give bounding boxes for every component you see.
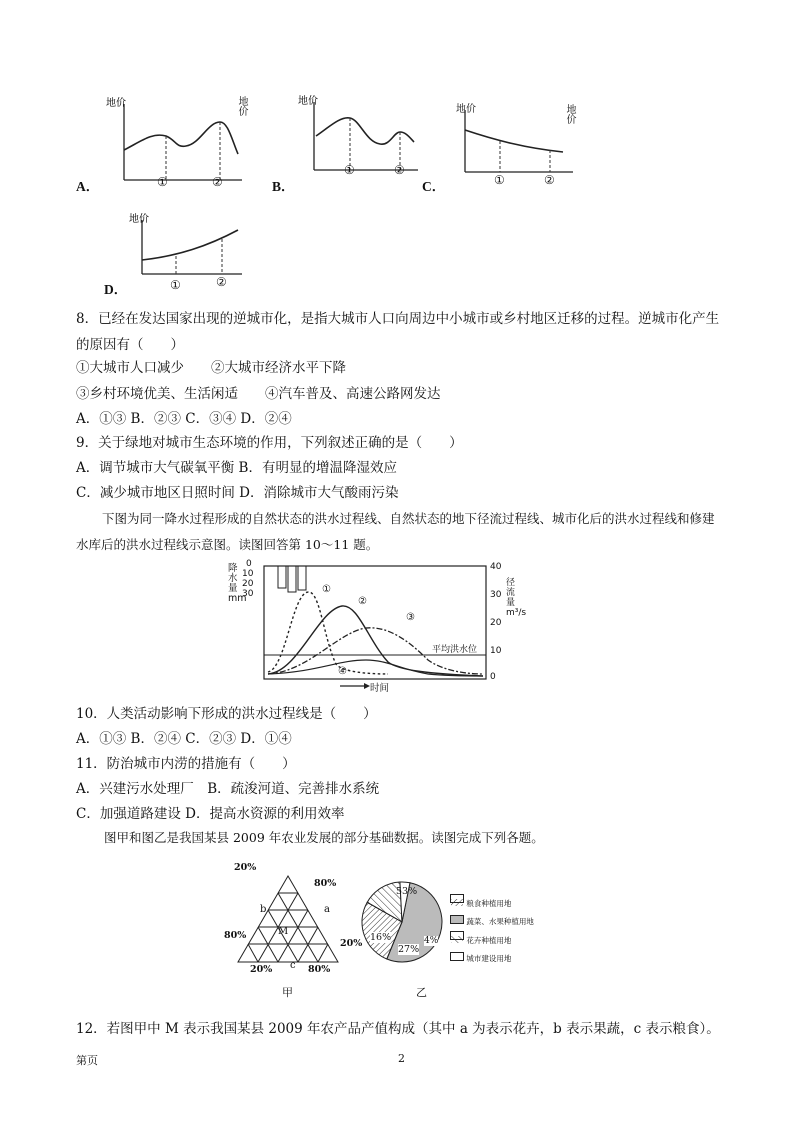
y-axis-label: 地价 [456, 104, 476, 115]
left-axis-title: 降水量mm [228, 563, 247, 604]
q8-options: A．①③ B．②③ C．③④ D．②④ [76, 411, 292, 427]
left-tick-30: 30 [242, 589, 254, 599]
q9-stem: 9．关于绿地对城市生态环境的作用，下列叙述正确的是（ ） [76, 435, 463, 451]
q11-options-row1: A．兴建污水处理厂 B．疏浚河道、完善排水系统 [76, 781, 380, 797]
option-d-label: D． [104, 282, 128, 297]
pie-value-27: 27% [398, 944, 420, 955]
flood-intro: 下图为同一降水过程形成的自然状态的洪水过程线、自然状态的地下径流过程线、城市化后的洪水过程线和修建水库后的洪水过程线示意图。读图回答第 10～11 题。 [76, 511, 715, 552]
land-price-chart-d [128, 212, 248, 288]
y-axis-label: 地价 [298, 96, 318, 107]
top-left-pct: 20% [234, 862, 257, 873]
option-a-label: A． [76, 179, 100, 194]
mark-1: ① [170, 278, 181, 292]
legend-swatch [450, 894, 464, 903]
mark-2: ② [394, 163, 405, 177]
q11-stem: 11．防治城市内涝的措施有（ ） [76, 756, 296, 772]
curve-label-4: ④ [338, 666, 347, 677]
flood-chart [228, 559, 527, 695]
legend-swatch [450, 915, 464, 924]
q10-options: A．①③ B．②④ C．②③ D．①④ [76, 731, 292, 747]
right-pct: 20% [340, 938, 363, 949]
q9-options-row1: A．调节城市大气碳氧平衡 B．有明显的增温降湿效应 [76, 460, 397, 476]
right-tick-0: 0 [490, 672, 496, 682]
legend-label-flower: 花卉种植用地 [466, 936, 512, 945]
legend-label-veg: 蔬菜、水果种植用地 [466, 917, 534, 926]
mark-1: ① [494, 173, 505, 187]
left-tick-20: 20 [242, 579, 254, 589]
curve-label-2: ② [358, 596, 367, 607]
legend-item [450, 894, 535, 913]
left-pct: 80% [224, 930, 247, 941]
left-tick-0: 0 [246, 559, 252, 569]
right-axis-title: 径流量m³/s [506, 578, 527, 618]
legend-item [450, 950, 535, 968]
mark-2: ② [216, 275, 227, 289]
q8-items-row2: ③乡村环境优美、生活闲适 ④汽车普及、高速公路网发达 [76, 386, 441, 402]
pie-value-4: 4% [424, 936, 439, 946]
page-number: 2 [398, 1052, 405, 1065]
avg-flood-label: 平均洪水位 [432, 645, 478, 655]
axis-b-label: b [260, 904, 267, 915]
footer-left: 第页 [76, 1054, 98, 1067]
right-tick-20: 20 [490, 618, 502, 628]
point-m-label: M [278, 926, 289, 937]
y-axis-label: 地价 [129, 214, 149, 225]
axis-c-label: c [290, 960, 296, 971]
right-tick-10: 10 [490, 646, 502, 656]
option-c-label: C． [422, 179, 446, 194]
pie-chart [360, 866, 540, 999]
legend-swatch [450, 931, 464, 940]
mark-2: ② [544, 173, 555, 187]
q8-stem: 8．已经在发达国家出现的逆城市化，是指大城市人口向周边中小城市或乡村地区迁移的过程。逆城市化产生的原因有（ ） [76, 311, 720, 353]
triangle-chart [224, 862, 363, 999]
legend-item [450, 931, 535, 950]
right-tick-30: 30 [490, 590, 502, 600]
right-label: 地价 [236, 96, 247, 116]
curve-label-1: ① [322, 584, 331, 595]
agri-intro: 图甲和图乙是我国某县 2009 年农业发展的部分基础数据。读图完成下列各题。 [104, 830, 544, 845]
mark-1: ① [157, 175, 168, 189]
legend-label-grain: 粮食种植用地 [466, 899, 512, 908]
bottom-left-pct: 20% [250, 964, 273, 975]
chart-caption-jia: 甲 [282, 986, 293, 999]
chart-caption-yi: 乙 [416, 986, 427, 999]
time-label: 时间 [370, 683, 390, 694]
option-b-label: B． [272, 179, 295, 194]
pie-legend [450, 894, 535, 968]
mark-2: ② [212, 175, 223, 189]
axis-a-label: a [324, 904, 330, 915]
legend-item [450, 913, 535, 931]
legend-swatch [450, 952, 464, 961]
land-price-chart-b [296, 92, 426, 192]
q12-stem: 12．若图甲中 M 表示我国某县 2009 年农产品产值构成（其中 a 为表示花卉，b 表示果蔬，c 表示粮食）。 [76, 1021, 720, 1037]
y-axis-label: 地价 [106, 98, 126, 109]
top-right-pct: 80% [314, 878, 337, 889]
legend-label-city: 城市建设用地 [466, 954, 512, 963]
q11-options-row2: C．加强道路建设 D．提高水资源的利用效率 [76, 806, 345, 822]
q10-stem: 10．人类活动影响下形成的洪水过程线是（ ） [76, 706, 377, 722]
bottom-right-pct: 80% [308, 964, 331, 975]
q8-items-row1: ①大城市人口减少 ②大城市经济水平下降 [76, 360, 346, 376]
pie-value-16: 16% [370, 932, 392, 943]
right-tick-40: 40 [490, 562, 502, 572]
left-tick-10: 10 [242, 569, 254, 579]
right-label: 地价 [564, 104, 575, 124]
q9-options-row2: C．减少城市地区日照时间 D．消除城市大气酸雨污染 [76, 485, 399, 501]
mark-1: ① [344, 163, 355, 177]
curve-label-3: ③ [406, 612, 415, 623]
land-price-chart-a [100, 92, 250, 192]
pie-value-53: 53% [396, 886, 418, 897]
